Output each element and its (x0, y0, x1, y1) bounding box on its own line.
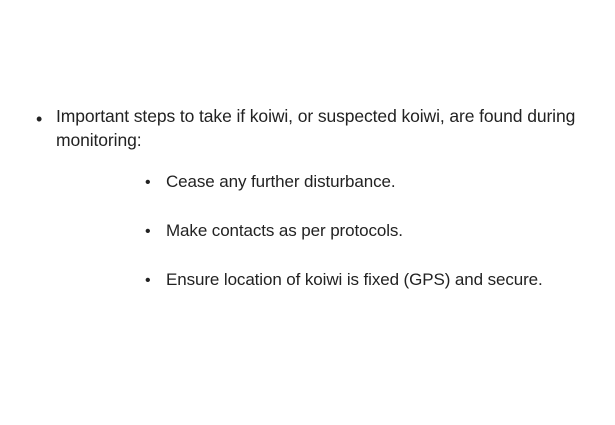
sub-bullet-text: Make contacts as per protocols. (166, 221, 403, 240)
sub-bullet-text: Ensure location of koiwi is fixed (GPS) and secure. (166, 270, 543, 289)
sub-bullet-item (145, 219, 565, 243)
bullet-dot-icon: • (145, 272, 151, 289)
sub-bullet-list (145, 170, 565, 317)
bullet-dot-icon: • (36, 109, 43, 129)
main-bullet (36, 104, 596, 152)
sub-bullet-item (145, 268, 565, 292)
main-bullet-text: Important steps to take if koiwi, or suspected koiwi, are found during monitoring: (56, 106, 576, 150)
bullet-dot-icon: • (145, 174, 151, 191)
bullet-dot-icon: • (145, 223, 151, 240)
sub-bullet-item (145, 170, 565, 194)
sub-bullet-text: Cease any further disturbance. (166, 172, 396, 191)
